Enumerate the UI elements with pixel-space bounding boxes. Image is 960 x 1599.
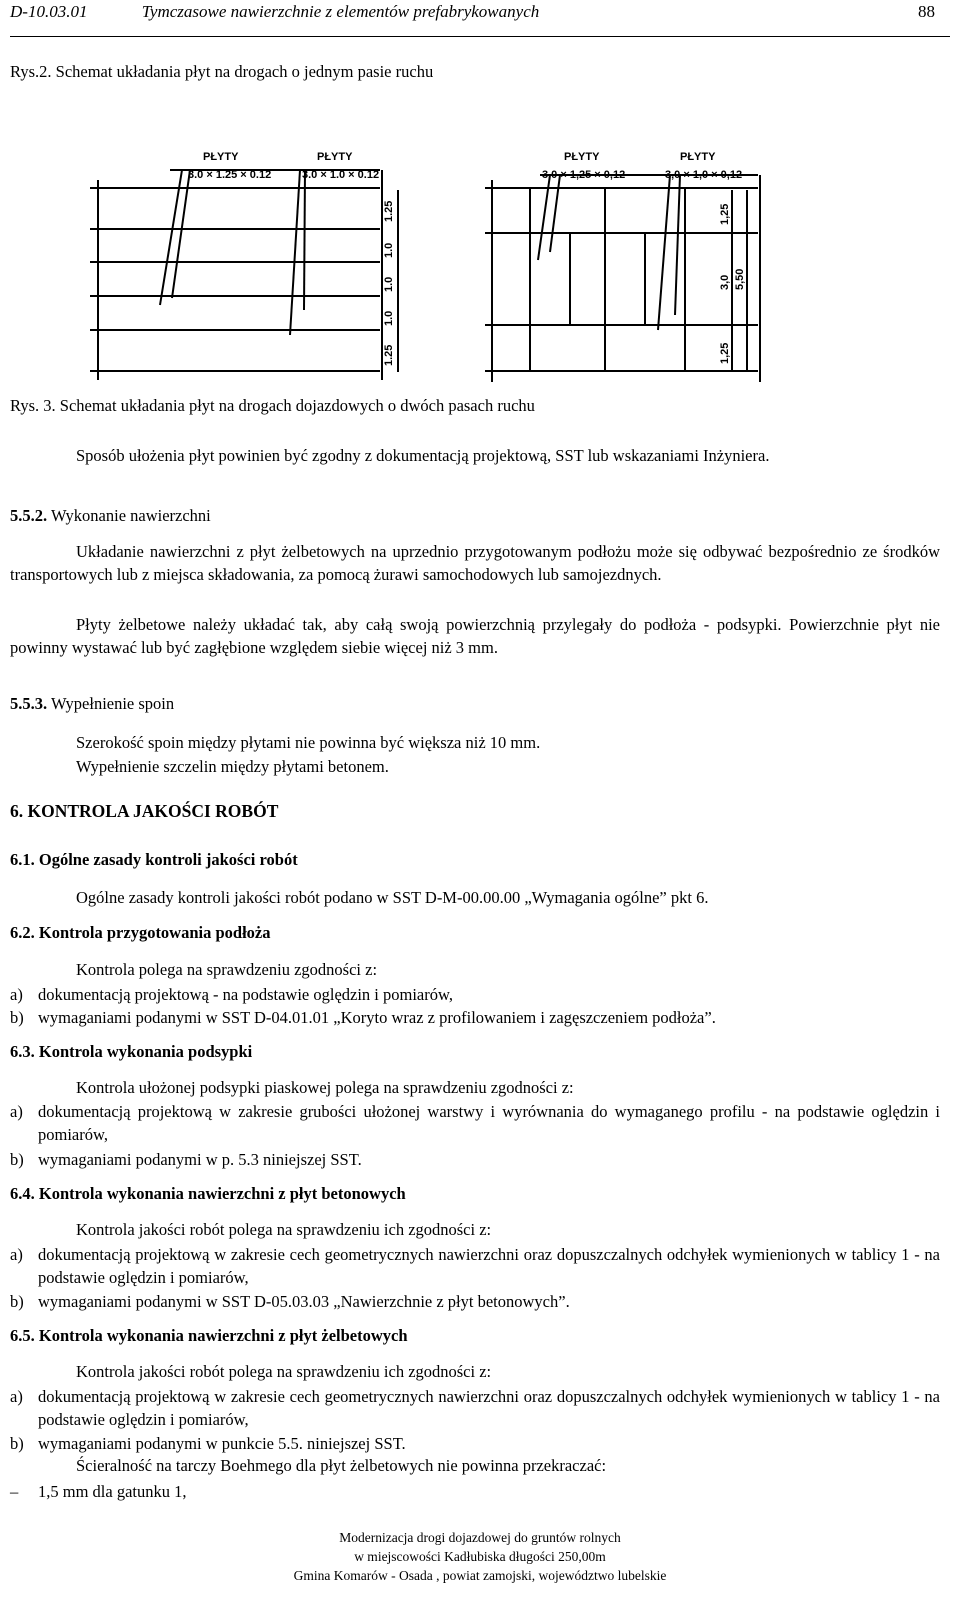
right-dim-1: 1,25 <box>719 203 731 225</box>
left-plate2-dims: 3.0 × 1.0 × 0.12 <box>302 169 380 181</box>
list-text: 1,5 mm dla gatunku 1, <box>38 1482 187 1501</box>
left-plate2-label: PŁYTY <box>317 151 353 163</box>
paragraph-5-5-3-b: Wypełnienie szczelin między płytami betonem. <box>76 757 389 776</box>
right-dim-3: 5,50 <box>734 268 746 290</box>
section-number: 5.5.3. <box>10 694 48 713</box>
list-text: dokumentacją projektową w zakresie cech geometrycznych nawierzchni oraz dopuszczalnych odchyłek wymienionych w tablicy 1 - na podstawie oględzin i pomiarów, <box>38 1245 940 1287</box>
section-6-2-heading: 6.2. Kontrola przygotowania podłoża <box>10 923 271 942</box>
list-label: a) <box>10 1102 23 1121</box>
list-label: – <box>10 1482 19 1501</box>
left-dim-5: 1.25 <box>383 344 395 366</box>
header-rule <box>10 36 950 37</box>
left-dim-3: 1.0 <box>383 276 395 292</box>
list-item <box>10 1006 940 1029</box>
figure-3-caption: Rys. 3. Schemat układania płyt na drogach dojazdowych o dwóch pasach ruchu <box>10 396 535 415</box>
right-plate2-dims: 3,0 × 1,0 × 0,12 <box>665 169 743 181</box>
list-text: wymaganiami podanymi w SST D-04.01.01 „Koryto wraz z profilowaniem i zagęszczeniem podłoża”. <box>38 1008 716 1027</box>
figure-2-caption: Rys.2. Schemat układania płyt na drogach o jednym pasie ruchu <box>10 62 434 81</box>
section-6-3-heading: 6.3. Kontrola wykonania podsypki <box>10 1042 253 1061</box>
paragraph-5-5-2-a: Układanie nawierzchni z płyt żelbetowych na uprzednio przygotowanym podłożu może się odbywać bezpośrednio ze środków transportowych lub z miejsca składowania, za pomocą żurawi samochodowych lub samojezdnych. <box>10 542 940 584</box>
list-text: wymaganiami podanymi w p. 5.3 niniejszej SST. <box>38 1150 362 1169</box>
dash-list-item <box>10 1480 940 1503</box>
paragraph-6-4: Kontrola jakości robót polega na sprawdzeniu ich zgodności z: <box>76 1220 492 1239</box>
left-plate1-label: PŁYTY <box>203 151 239 163</box>
footer-line-2: w miejscowości Kadłubiska długości 250,00m <box>354 1549 606 1564</box>
page-number: 88 <box>918 2 935 21</box>
list-text: dokumentacją projektową w zakresie grubości ułożonej warstwy i wyrównania do wymaganego profilu - na podstawie oględzin i pomiarów, <box>38 1102 940 1144</box>
section-5-5-3-heading <box>10 694 174 714</box>
list-item <box>10 1100 940 1146</box>
list-item <box>10 1243 940 1289</box>
footer-line-3: Gmina Komarów - Osada , powiat zamojski, województwo lubelskie <box>293 1568 667 1583</box>
running-header <box>10 2 539 22</box>
right-plate2-label: PŁYTY <box>680 151 716 163</box>
paragraph-5-5-2-b: Płyty żelbetowe należy układać tak, aby całą swoją powierzchnią przylegały do podłoża - podsypki. Powierzchnie płyt nie powinny wystawać lub być zagłębione względem siebie więcej niż 3 mm. <box>10 615 940 657</box>
list-text: dokumentacją projektową w zakresie cech geometrycznych nawierzchni oraz dopuszczalnych odchyłek wymienionych w tablicy 1 - na podstawie oględzin i pomiarów, <box>38 1387 940 1429</box>
right-plate1-label: PŁYTY <box>564 151 600 163</box>
list-label: a) <box>10 985 23 1004</box>
left-dim-1: 1.25 <box>383 200 395 222</box>
left-plate1-dims: 3.0 × 1.25 × 0.12 <box>188 169 272 181</box>
list-item <box>10 983 940 1006</box>
section-title: Wykonanie nawierzchni <box>50 506 211 525</box>
paragraph-6-3: Kontrola ułożonej podsypki piaskowej polega na sprawdzeniu zgodności z: <box>76 1078 574 1097</box>
paragraph-6-2: Kontrola polega na sprawdzeniu zgodności z: <box>76 960 378 979</box>
paragraph-6-1: Ogólne zasady kontroli jakości robót podano w SST D-M-00.00.00 „Wymagania ogólne” pkt 6. <box>76 888 709 907</box>
section-6-4-heading: 6.4. Kontrola wykonania nawierzchni z płyt betonowych <box>10 1184 406 1203</box>
list-label: b) <box>10 1008 24 1027</box>
document-code: D-10.03.01 <box>10 2 88 21</box>
section-6-heading: 6. KONTROLA JAKOŚCI ROBÓT <box>10 801 279 821</box>
list-label: a) <box>10 1245 23 1264</box>
list-label: b) <box>10 1434 24 1453</box>
document-title: Tymczasowe nawierzchnie z elementów prefabrykowanych <box>141 2 540 21</box>
left-dim-4: 1.0 <box>383 310 395 326</box>
left-dim-2: 1.0 <box>383 242 395 258</box>
list-item <box>10 1148 940 1171</box>
section-number: 5.5.2. <box>10 506 48 525</box>
right-dim-2: 3,0 <box>719 274 731 290</box>
list-label: b) <box>10 1292 24 1311</box>
paragraph-layout: Sposób ułożenia płyt powinien być zgodny z dokumentacją projektową, SST lub wskazaniami Inżyniera. <box>76 446 770 465</box>
list-label: a) <box>10 1387 23 1406</box>
list-label: b) <box>10 1150 24 1169</box>
paragraph-6-5-b: Ścieralność na tarczy Boehmego dla płyt żelbetowych nie powinna przekraczać: <box>76 1456 607 1475</box>
list-text: wymaganiami podanymi w SST D-05.03.03 „Nawierzchnie z płyt betonowych”. <box>38 1292 570 1311</box>
footer-line-1: Modernizacja drogi dojazdowej do gruntów rolnych <box>339 1530 621 1545</box>
footer <box>0 1528 960 1585</box>
list-text: wymaganiami podanymi w punkcie 5.5. niniejszej SST. <box>38 1434 406 1453</box>
section-6-1-heading: 6.1. Ogólne zasady kontroli jakości robót <box>10 850 298 869</box>
list-item <box>10 1290 940 1313</box>
right-plate1-dims: 3,0 × 1,25 × 0,12 <box>542 169 626 181</box>
paragraph-5-5-3-a: Szerokość spoin między płytami nie powinna być większa niż 10 mm. <box>76 733 541 752</box>
section-title: Wypełnienie spoin <box>50 694 175 713</box>
list-item <box>10 1432 940 1455</box>
paragraph-6-5: Kontrola jakości robót polega na sprawdzeniu ich zgodności z: <box>76 1362 492 1381</box>
section-6-5-heading: 6.5. Kontrola wykonania nawierzchni z płyt żelbetowych <box>10 1326 408 1345</box>
paving-scheme-drawing <box>90 140 790 390</box>
list-text: dokumentacją projektową - na podstawie oględzin i pomiarów, <box>38 985 453 1004</box>
right-dim-4: 1,25 <box>719 342 731 364</box>
list-item <box>10 1385 940 1431</box>
section-5-5-2-heading <box>10 506 211 526</box>
